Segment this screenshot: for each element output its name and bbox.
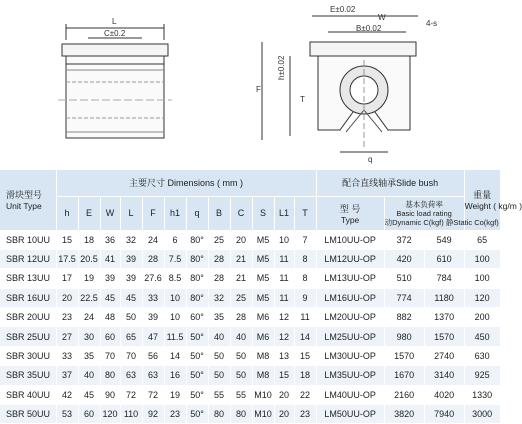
table-cell: 50° bbox=[186, 346, 208, 365]
table-cell: 1180 bbox=[424, 288, 464, 307]
table-row bbox=[0, 249, 500, 268]
table-cell: 60 bbox=[100, 327, 120, 346]
table-cell: 8.5 bbox=[164, 269, 186, 288]
table-cell: LM35UU-OP bbox=[316, 366, 384, 385]
table-cell: 40 bbox=[230, 327, 252, 346]
table-cell: 65 bbox=[120, 327, 142, 346]
table-cell: M5 bbox=[252, 249, 274, 268]
table-cell: 774 bbox=[384, 288, 424, 307]
weight-header: 重量 Weight ( kg/m ) bbox=[464, 170, 500, 230]
table-row bbox=[0, 308, 500, 327]
table-cell: 980 bbox=[384, 327, 424, 346]
table-cell: 18 bbox=[294, 366, 316, 385]
table-cell: 4020 bbox=[424, 385, 464, 404]
table-cell: 20 bbox=[274, 405, 294, 424]
table-cell: LM50UU-OP bbox=[316, 405, 384, 424]
front-view bbox=[262, 16, 418, 152]
table-cell: 549 bbox=[424, 230, 464, 249]
table-row bbox=[0, 327, 500, 346]
table-cell: 24 bbox=[142, 230, 164, 249]
table-cell: 14 bbox=[294, 327, 316, 346]
dimensions-header: 主要尺寸 Dimensions ( mm ) bbox=[56, 170, 316, 196]
table-cell: 23 bbox=[164, 405, 186, 424]
table-cell: 80° bbox=[186, 249, 208, 268]
table-cell: 20 bbox=[230, 230, 252, 249]
table-cell: 55 bbox=[230, 385, 252, 404]
table-cell: M8 bbox=[252, 346, 274, 365]
table-cell: 53 bbox=[56, 405, 78, 424]
table-cell: 28 bbox=[208, 269, 230, 288]
table-cell: 1570 bbox=[384, 346, 424, 365]
model-header: 型 号 Type bbox=[316, 196, 384, 230]
table-cell: 70 bbox=[120, 346, 142, 365]
table-cell: 72 bbox=[120, 385, 142, 404]
table-cell: 80 bbox=[208, 405, 230, 424]
table-cell: 3140 bbox=[424, 366, 464, 385]
table-cell: 33 bbox=[142, 288, 164, 307]
table-cell: 2740 bbox=[424, 346, 464, 365]
table-cell: 92 bbox=[142, 405, 164, 424]
table-row bbox=[0, 288, 500, 307]
table-cell: 8 bbox=[294, 269, 316, 288]
table-cell: 39 bbox=[120, 249, 142, 268]
table-cell: 11 bbox=[274, 249, 294, 268]
table-cell: 8 bbox=[294, 249, 316, 268]
table-cell: 14 bbox=[164, 346, 186, 365]
table-cell: 27 bbox=[56, 327, 78, 346]
table-cell: 70 bbox=[100, 346, 120, 365]
table-cell: 50 bbox=[120, 308, 142, 327]
table-cell: LM12UU-OP bbox=[316, 249, 384, 268]
table-cell: SBR 30UU bbox=[0, 346, 56, 365]
table-cell: 6 bbox=[164, 230, 186, 249]
table-cell: 28 bbox=[230, 308, 252, 327]
dim-header: C bbox=[230, 196, 252, 230]
table-cell: 11.5 bbox=[164, 327, 186, 346]
table-cell: 3000 bbox=[464, 405, 500, 424]
dim-header: B bbox=[208, 196, 230, 230]
table-cell: 16 bbox=[164, 366, 186, 385]
table-cell: 45 bbox=[78, 385, 100, 404]
table-cell: 80 bbox=[100, 366, 120, 385]
table-cell: M5 bbox=[252, 288, 274, 307]
table-cell: 40 bbox=[78, 366, 100, 385]
table-cell: 50° bbox=[186, 366, 208, 385]
load-header: 基本负荷率 Basic load rating 动Dynamic C(kgf) 静Static Co(kgf) bbox=[384, 196, 464, 230]
table-cell: 42 bbox=[56, 385, 78, 404]
table-cell: 17 bbox=[56, 269, 78, 288]
table-cell: LM13UU-OP bbox=[316, 269, 384, 288]
table-cell: 33 bbox=[56, 346, 78, 365]
table-cell: 13 bbox=[274, 346, 294, 365]
table-cell: 510 bbox=[384, 269, 424, 288]
table-cell: 10 bbox=[164, 308, 186, 327]
table-cell: 39 bbox=[120, 269, 142, 288]
table-cell: LM16UU-OP bbox=[316, 288, 384, 307]
table-cell: 28 bbox=[142, 249, 164, 268]
table-cell: LM30UU-OP bbox=[316, 346, 384, 365]
dim-header: q bbox=[186, 196, 208, 230]
label-C: C±0.2 bbox=[104, 29, 126, 38]
table-cell: 39 bbox=[100, 269, 120, 288]
table-cell: 925 bbox=[464, 366, 500, 385]
table-cell: 1330 bbox=[464, 385, 500, 404]
dim-header-row bbox=[0, 196, 500, 230]
table-cell: 7 bbox=[294, 230, 316, 249]
table-cell: 50 bbox=[230, 346, 252, 365]
table-cell: 55 bbox=[208, 385, 230, 404]
table-cell: 80° bbox=[186, 269, 208, 288]
table-cell: 21 bbox=[230, 269, 252, 288]
table-cell: 80° bbox=[186, 230, 208, 249]
table-cell: M5 bbox=[252, 269, 274, 288]
dim-header: L1 bbox=[274, 196, 294, 230]
table-cell: 39 bbox=[142, 308, 164, 327]
table-cell: LM40UU-OP bbox=[316, 385, 384, 404]
table-cell: M10 bbox=[252, 385, 274, 404]
table-cell: M10 bbox=[252, 405, 274, 424]
table-cell: 11 bbox=[274, 269, 294, 288]
table-cell: 60° bbox=[186, 308, 208, 327]
table-cell: SBR 12UU bbox=[0, 249, 56, 268]
label-h: h±0.02 bbox=[277, 55, 286, 80]
table-cell: 37 bbox=[56, 366, 78, 385]
table-cell: 1370 bbox=[424, 308, 464, 327]
table-cell: SBR 50UU bbox=[0, 405, 56, 424]
table-cell: 45 bbox=[100, 288, 120, 307]
table-cell: 22.5 bbox=[78, 288, 100, 307]
label-4s: 4-s bbox=[426, 19, 438, 28]
spec-table bbox=[0, 170, 522, 424]
table-cell: 20 bbox=[274, 385, 294, 404]
dim-header: S bbox=[252, 196, 274, 230]
table-cell: 15 bbox=[294, 346, 316, 365]
table-cell: SBR 13UU bbox=[0, 269, 56, 288]
table-cell: 100 bbox=[464, 269, 500, 288]
label-E: E±0.02 bbox=[330, 5, 356, 14]
dim-header: L bbox=[120, 196, 142, 230]
table-cell: 2160 bbox=[384, 385, 424, 404]
table-cell: 12 bbox=[274, 327, 294, 346]
table-row bbox=[0, 230, 500, 249]
table-cell: 65 bbox=[464, 230, 500, 249]
table-cell: 20.5 bbox=[78, 249, 100, 268]
table-cell: 63 bbox=[142, 366, 164, 385]
table-cell: 7.5 bbox=[164, 249, 186, 268]
table-cell: 110 bbox=[120, 405, 142, 424]
table-cell: 23 bbox=[56, 308, 78, 327]
table-cell: 200 bbox=[464, 308, 500, 327]
table-cell: 7940 bbox=[424, 405, 464, 424]
table-cell: 27.6 bbox=[142, 269, 164, 288]
table-row bbox=[0, 269, 500, 288]
table-cell: 21 bbox=[230, 249, 252, 268]
side-view bbox=[58, 24, 172, 138]
table-cell: 90 bbox=[100, 385, 120, 404]
table-row bbox=[0, 366, 500, 385]
table-cell: 450 bbox=[464, 327, 500, 346]
table-cell: 80 bbox=[230, 405, 252, 424]
table-cell: 610 bbox=[424, 249, 464, 268]
table-cell: SBR 40UU bbox=[0, 385, 56, 404]
table-cell: M6 bbox=[252, 308, 274, 327]
table-cell: 120 bbox=[100, 405, 120, 424]
table-cell: SBR 25UU bbox=[0, 327, 56, 346]
label-B: B±0.02 bbox=[356, 24, 382, 33]
table-cell: M6 bbox=[252, 327, 274, 346]
table-cell: 1570 bbox=[424, 327, 464, 346]
unit-type-header: 滑块型号 Unit Type bbox=[0, 170, 56, 230]
table-row bbox=[0, 346, 500, 365]
table-cell: 30 bbox=[78, 327, 100, 346]
bush-header: 配合直线轴承Slide bush bbox=[316, 170, 464, 196]
table-cell: 630 bbox=[464, 346, 500, 365]
table-cell: 17.5 bbox=[56, 249, 78, 268]
table-cell: 10 bbox=[274, 230, 294, 249]
table-cell: 882 bbox=[384, 308, 424, 327]
label-q: q bbox=[368, 155, 373, 164]
table-cell: 35 bbox=[208, 308, 230, 327]
label-T: T bbox=[300, 95, 305, 104]
dim-header: F bbox=[142, 196, 164, 230]
table-cell: 41 bbox=[100, 249, 120, 268]
table-cell: 48 bbox=[100, 308, 120, 327]
table-cell: SBR 16UU bbox=[0, 288, 56, 307]
table-cell: 50 bbox=[208, 346, 230, 365]
table-cell: 3820 bbox=[384, 405, 424, 424]
table-cell: LM10UU-OP bbox=[316, 230, 384, 249]
table-cell: SBR 20UU bbox=[0, 308, 56, 327]
table-cell: 11 bbox=[294, 308, 316, 327]
table-cell: M8 bbox=[252, 366, 274, 385]
table-cell: 18 bbox=[78, 230, 100, 249]
table-cell: 50° bbox=[186, 327, 208, 346]
table-cell: 50 bbox=[230, 366, 252, 385]
table-cell: 22 bbox=[294, 385, 316, 404]
table-cell: 784 bbox=[424, 269, 464, 288]
table-cell: LM20UU-OP bbox=[316, 308, 384, 327]
table-cell: 47 bbox=[142, 327, 164, 346]
table-cell: SBR 10UU bbox=[0, 230, 56, 249]
table-cell: 420 bbox=[384, 249, 424, 268]
table-cell: 15 bbox=[56, 230, 78, 249]
table-row bbox=[0, 405, 500, 424]
table-cell: 20 bbox=[56, 288, 78, 307]
technical-drawing bbox=[0, 0, 500, 168]
table-cell: 50° bbox=[186, 385, 208, 404]
table-cell: 12 bbox=[274, 308, 294, 327]
table-cell: 32 bbox=[120, 230, 142, 249]
dim-header: E bbox=[78, 196, 100, 230]
table-cell: 11 bbox=[274, 288, 294, 307]
table-cell: 19 bbox=[78, 269, 100, 288]
table-cell: 120 bbox=[464, 288, 500, 307]
table-cell: 100 bbox=[464, 249, 500, 268]
table-cell: 372 bbox=[384, 230, 424, 249]
dim-header: h bbox=[56, 196, 78, 230]
table-cell: SBR 35UU bbox=[0, 366, 56, 385]
dim-header: h1 bbox=[164, 196, 186, 230]
table-cell: 80° bbox=[186, 288, 208, 307]
table-cell: 9 bbox=[294, 288, 316, 307]
label-F: F bbox=[256, 85, 261, 94]
table-cell: 40 bbox=[208, 327, 230, 346]
table-cell: 28 bbox=[208, 249, 230, 268]
table-cell: 25 bbox=[230, 288, 252, 307]
table-cell: 19 bbox=[164, 385, 186, 404]
table-cell: 72 bbox=[142, 385, 164, 404]
table-cell: 36 bbox=[100, 230, 120, 249]
table-cell: 23 bbox=[294, 405, 316, 424]
table-cell: 32 bbox=[208, 288, 230, 307]
label-L: L bbox=[112, 17, 117, 26]
table-cell: 50 bbox=[208, 366, 230, 385]
dim-header: W bbox=[100, 196, 120, 230]
label-W: W bbox=[378, 13, 386, 22]
table-row bbox=[0, 385, 500, 404]
table-cell: 45 bbox=[120, 288, 142, 307]
table-cell: 56 bbox=[142, 346, 164, 365]
table-cell: M5 bbox=[252, 230, 274, 249]
dim-header: T bbox=[294, 196, 316, 230]
table-cell: 60 bbox=[78, 405, 100, 424]
table-cell: 1670 bbox=[384, 366, 424, 385]
table-cell: LM25UU-OP bbox=[316, 327, 384, 346]
table-cell: 24 bbox=[78, 308, 100, 327]
table-cell: 15 bbox=[274, 366, 294, 385]
table-cell: 25 bbox=[208, 230, 230, 249]
table-cell: 50° bbox=[186, 405, 208, 424]
table-cell: 10 bbox=[164, 288, 186, 307]
table-cell: 63 bbox=[120, 366, 142, 385]
table-cell: 35 bbox=[78, 346, 100, 365]
